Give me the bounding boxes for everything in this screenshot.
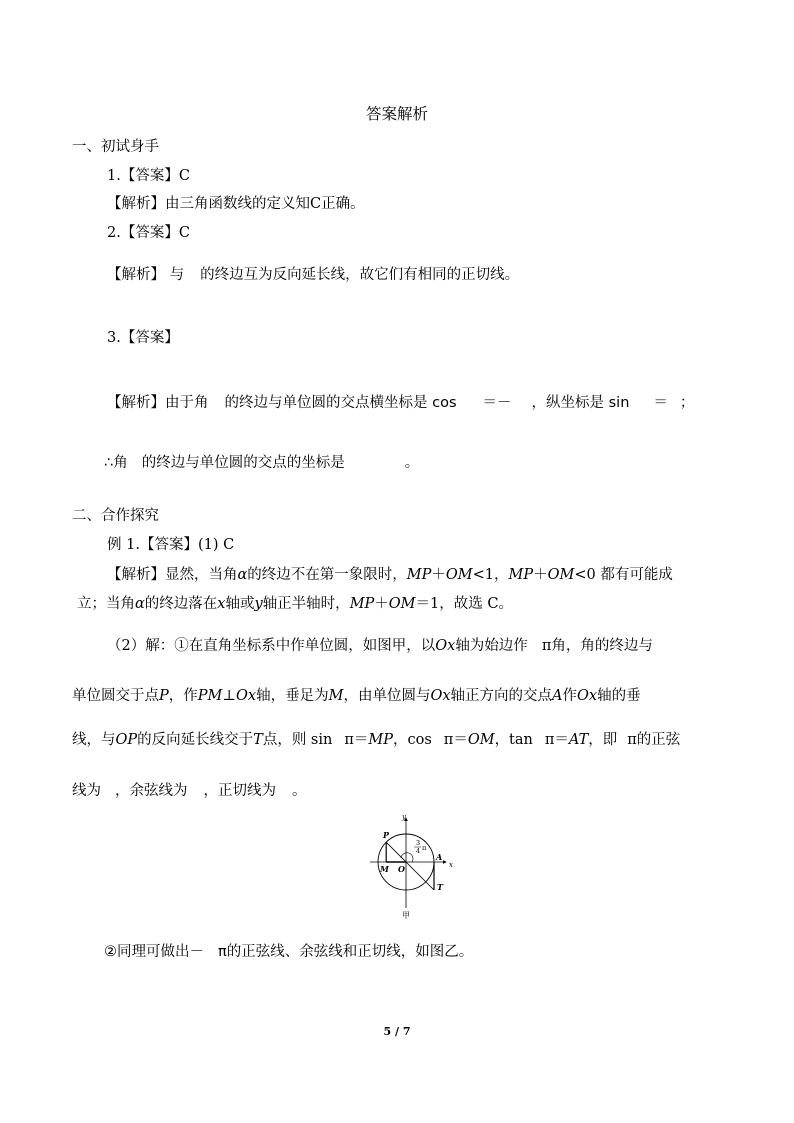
text-run: <0 都有可能成 bbox=[574, 567, 673, 583]
text-run: 的终边落在 bbox=[144, 596, 218, 612]
text-run: （2）解：①在直角坐标系中作单位圆，如图甲，以 bbox=[107, 638, 436, 654]
ex1-answer: 例 1.【答案】(1) C bbox=[107, 537, 235, 553]
text-run: 【解析】显然，当角 bbox=[107, 567, 238, 583]
label-x: x bbox=[449, 861, 453, 869]
text-run: 立；当角 bbox=[77, 596, 135, 612]
math-A: A bbox=[552, 688, 563, 704]
label-T: T bbox=[437, 882, 443, 892]
text-run: 轴的垂 bbox=[597, 688, 641, 704]
math-OM: OM bbox=[547, 567, 575, 583]
terminal-side-line bbox=[386, 842, 434, 890]
math-PM: PM bbox=[197, 688, 223, 704]
text-run: 线，与 bbox=[72, 732, 116, 748]
math-P: P bbox=[159, 688, 169, 704]
text-run: 轴正方向的交点 bbox=[450, 688, 553, 704]
math-M: M bbox=[328, 688, 344, 704]
angle-denominator: 4 bbox=[416, 847, 421, 855]
text-run: π＝ bbox=[443, 732, 468, 748]
math-y: y bbox=[254, 596, 263, 612]
math-MP: MP bbox=[406, 567, 432, 583]
text-run: π＝ bbox=[544, 732, 569, 748]
q3-analysis-c: ＝－ bbox=[482, 395, 512, 411]
q2-answer: 2.【答案】C bbox=[107, 225, 190, 241]
figure-caption: 甲 bbox=[402, 911, 410, 920]
label-A: A bbox=[436, 852, 443, 862]
q3-analysis-a: 【解析】由于角 bbox=[107, 395, 209, 411]
text-run: 轴为始边作 bbox=[455, 638, 528, 654]
text-run: 轴，垂足为 bbox=[256, 688, 329, 704]
ex1-solution-line-1 bbox=[107, 636, 653, 656]
text-run: ＝1，故选 C。 bbox=[415, 596, 513, 612]
text-run: 的反向延长线交于 bbox=[137, 732, 254, 748]
ex1-analysis-line-2 bbox=[77, 594, 513, 614]
ex1-analysis-line-1 bbox=[107, 565, 673, 585]
q3-conclusion-c: 。 bbox=[404, 455, 420, 471]
q2-analysis bbox=[107, 265, 519, 285]
text-run: ，即 bbox=[588, 732, 618, 748]
q2-analysis-part-b: 的终边互为反向延长线，故它们有相同的正切线。 bbox=[200, 267, 520, 283]
text-run: π＝ bbox=[344, 732, 369, 748]
section-heading-1: 一、初试身手 bbox=[72, 139, 159, 155]
text-run: ，tan bbox=[494, 732, 533, 748]
q2-analysis-part-a: 【解析】 与 bbox=[107, 267, 185, 283]
label-M: M bbox=[380, 864, 389, 874]
text-run: 。 bbox=[292, 783, 307, 799]
text-run: ＋ bbox=[374, 596, 389, 612]
math-Ox: Ox bbox=[430, 688, 451, 704]
math-alpha: α bbox=[237, 567, 248, 583]
text-run: ＋ bbox=[431, 567, 446, 583]
q3-analysis-e: ＝ bbox=[653, 395, 668, 411]
math-T: T bbox=[253, 732, 263, 748]
text-run: 点，则 sin bbox=[262, 732, 333, 748]
text-run: ，余弦线为 bbox=[115, 783, 188, 799]
text-run: π的正弦线、余弦线和正切线，如图乙。 bbox=[218, 944, 474, 960]
text-run: 作 bbox=[562, 688, 578, 704]
text-run: 轴或 bbox=[225, 596, 255, 612]
angle-numerator: 3 bbox=[416, 839, 421, 847]
q1-answer: 1.【答案】C bbox=[107, 168, 190, 184]
math-OP: OP bbox=[115, 732, 138, 748]
math-Ox: Ox bbox=[435, 638, 456, 654]
ex1-solution-line-3 bbox=[72, 730, 680, 750]
q3-conclusion-a: ∴角 bbox=[104, 455, 128, 471]
q3-analysis-b: 的终边与单位圆的交点横坐标是 cos bbox=[224, 395, 457, 411]
math-MP: MP bbox=[508, 567, 534, 583]
q3-answer: 3.【答案】 bbox=[107, 330, 179, 346]
page-number: 5 / 7 bbox=[383, 1025, 411, 1038]
text-run: π角，角的终边与 bbox=[541, 638, 653, 654]
math-x: x bbox=[217, 596, 226, 612]
text-run: ＋ bbox=[533, 567, 548, 583]
math-OM: OM bbox=[467, 732, 495, 748]
math-alpha: α bbox=[135, 596, 145, 612]
q1-analysis: 【解析】由三角函数线的定义知C正确。 bbox=[107, 196, 365, 212]
math-MP: MP bbox=[368, 732, 393, 748]
figure-jia-unit-circle bbox=[368, 810, 464, 920]
math-OM: OM bbox=[388, 596, 416, 612]
q3-analysis-f: ； bbox=[679, 395, 695, 411]
q3-conclusion bbox=[104, 453, 419, 473]
angle-pi: π bbox=[422, 844, 427, 852]
text-run: <1， bbox=[472, 567, 509, 583]
text-run: 的终边不在第一象限时， bbox=[247, 567, 407, 583]
label-O: O bbox=[398, 864, 405, 874]
text-run: 单位圆交于点 bbox=[72, 688, 159, 704]
text-run: ⊥ bbox=[222, 688, 237, 704]
label-y: y bbox=[402, 813, 406, 821]
math-AT: AT bbox=[568, 732, 589, 748]
math-Ox: Ox bbox=[236, 688, 257, 704]
text-run: ②同理可做出－ bbox=[104, 944, 204, 960]
q3-analysis-d: ，纵坐标是 sin bbox=[531, 395, 630, 411]
text-run: π的正弦 bbox=[627, 732, 681, 748]
text-run: 轴正半轴时， bbox=[262, 596, 350, 612]
math-Ox: Ox bbox=[577, 688, 598, 704]
ex1-solution-line-2 bbox=[72, 686, 641, 706]
page-title: 答案解析 bbox=[365, 105, 428, 123]
text-run: 线为 bbox=[72, 783, 101, 799]
section-heading-2: 二、合作探究 bbox=[72, 508, 159, 524]
math-MP: MP bbox=[349, 596, 375, 612]
q3-analysis bbox=[107, 393, 694, 413]
text-run: ，由单位圆与 bbox=[343, 688, 431, 704]
math-OM: OM bbox=[445, 567, 473, 583]
q3-conclusion-b: 的终边与单位圆的交点的坐标是 bbox=[141, 455, 345, 471]
ex1-solution-line-5 bbox=[104, 942, 473, 962]
text-run: ，作 bbox=[168, 688, 198, 704]
label-P: P bbox=[383, 830, 390, 840]
text-run: ，正切线为 bbox=[203, 783, 276, 799]
angle-arc bbox=[401, 853, 413, 862]
text-run: ，cos bbox=[393, 732, 432, 748]
ex1-solution-line-4 bbox=[72, 781, 307, 801]
